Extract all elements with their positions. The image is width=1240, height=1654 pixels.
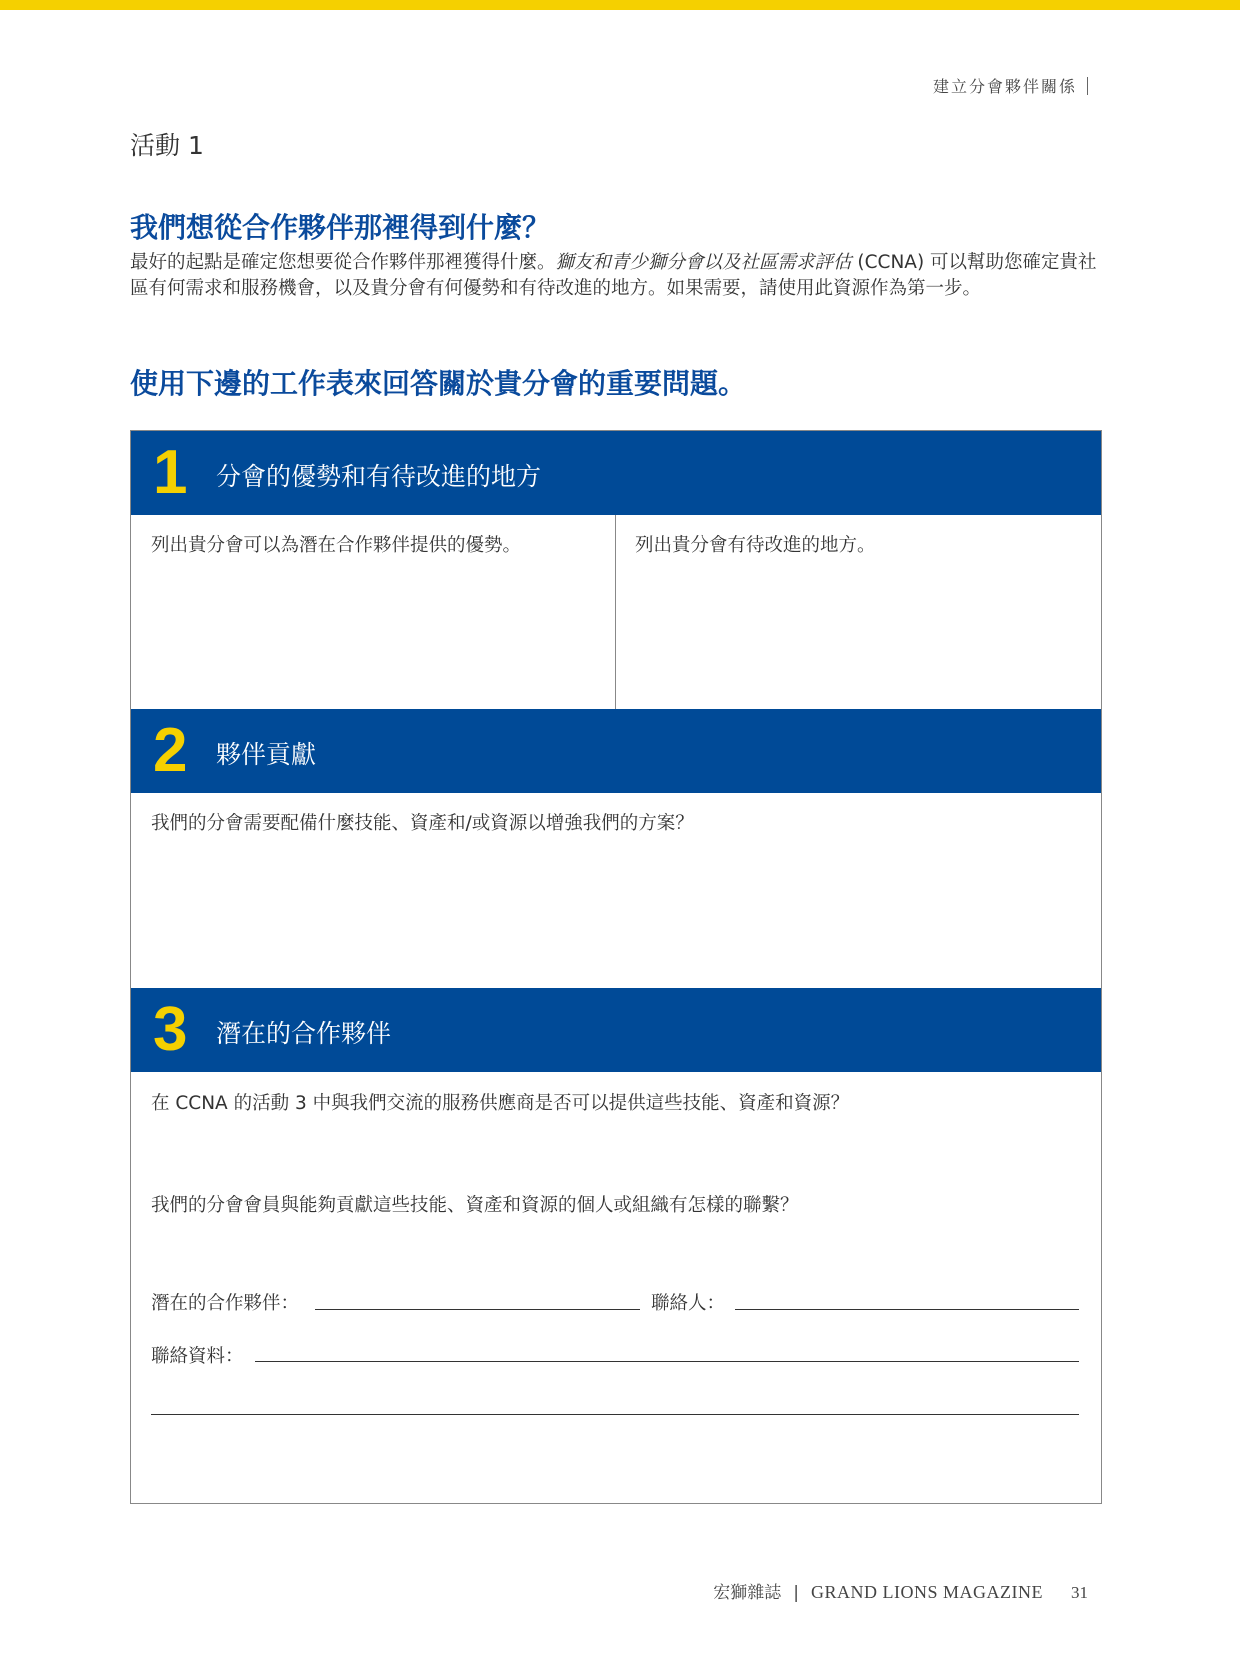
- section-2-header: [131, 709, 1101, 793]
- question-heading: 我們想從合作夥伴那裡得到什麼？: [130, 211, 551, 244]
- member-connections-prompt: 我們的分會會員與能夠貢獻這些技能、資產和資源的個人或組織有怎樣的聯繫？: [151, 1195, 799, 1216]
- page-number: 31: [1071, 1583, 1088, 1602]
- footer-magazine-zh: 宏獅雜誌: [713, 1583, 782, 1603]
- intro-italic-title: 獅友和青少獅分會以及社區需求評估: [555, 252, 852, 273]
- potential-partner-field[interactable]: [315, 1309, 640, 1310]
- section-1-column-divider: [615, 515, 616, 709]
- running-header-title: 建立分會夥伴關係: [932, 77, 1077, 96]
- footer-magazine-en: GRAND LIONS MAGAZINE: [811, 1582, 1043, 1602]
- intro-text-2: (CCNA) 可以幫助您確定貴社區有何需求和服務機會，以及貴分會有何優勢和有待改進的地方。如果需要，請使用此資源作為第一步。: [130, 252, 1097, 299]
- intro-paragraph: [130, 250, 1100, 302]
- section-1-header: [131, 431, 1101, 515]
- resources-needed-prompt: 我們的分會需要配備什麼技能、資產和/或資源以增強我們的方案？: [151, 813, 694, 834]
- section-1-title: 分會的優勢和有待改進的地方: [216, 462, 542, 491]
- section-2-number: 2: [153, 716, 188, 785]
- section-2-title: 夥伴貢獻: [216, 740, 317, 769]
- running-header: [933, 74, 1088, 97]
- worksheet-heading: 使用下邊的工作表來回答關於貴分會的重要問題。: [130, 367, 747, 400]
- activity-label: 活動 1: [130, 131, 204, 160]
- section-3-header: [131, 988, 1101, 1072]
- potential-partner-label: 潛在的合作夥伴：: [151, 1293, 300, 1314]
- contact-info-label: 聯絡資料：: [151, 1346, 244, 1367]
- improvements-prompt: 列出貴分會有待改進的地方。: [635, 535, 876, 556]
- worksheet: [130, 430, 1102, 1504]
- contact-person-label: 聯絡人：: [651, 1293, 726, 1314]
- section-1-number: 1: [153, 438, 188, 507]
- footer-separator: |: [793, 1583, 799, 1603]
- running-header-divider: [1087, 77, 1088, 95]
- page-footer: [713, 1578, 1088, 1603]
- top-accent-bar: [0, 0, 1240, 10]
- contact-person-field[interactable]: [735, 1309, 1079, 1310]
- strengths-prompt: 列出貴分會可以為潛在合作夥伴提供的優勢。: [151, 535, 522, 556]
- contact-info-field[interactable]: [255, 1361, 1079, 1362]
- intro-text-1: 最好的起點是確定您想要從合作夥伴那裡獲得什麼。: [130, 252, 556, 273]
- section-3-number: 3: [153, 995, 188, 1064]
- contact-info-extra-line[interactable]: [151, 1414, 1079, 1415]
- ccna-providers-prompt: 在 CCNA 的活動 3 中與我們交流的服務供應商是否可以提供這些技能、資產和資源？: [151, 1093, 850, 1114]
- section-3-title: 潛在的合作夥伴: [216, 1019, 392, 1048]
